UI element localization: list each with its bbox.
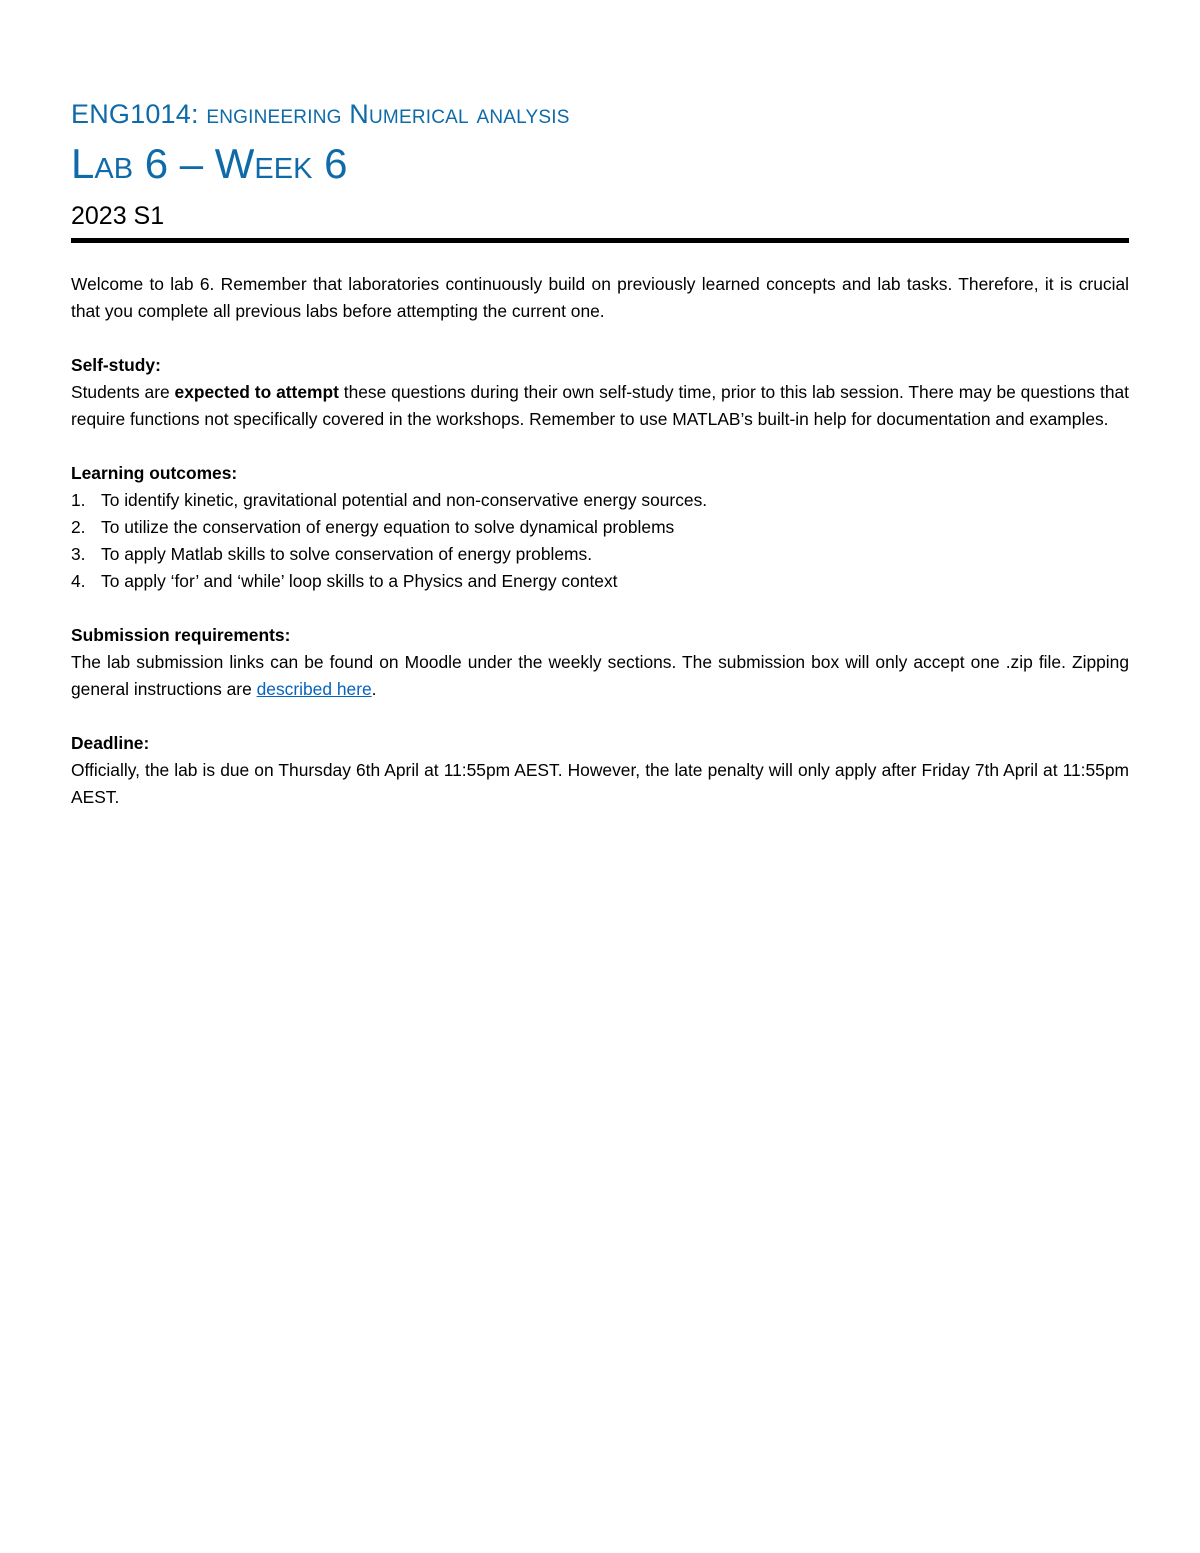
self-study-text (71, 379, 1129, 433)
list-item-text: To utilize the conservation of energy equation to solve dynamical problems (101, 517, 675, 537)
learning-outcomes-list (71, 487, 1129, 595)
document-page (71, 96, 1129, 811)
self-study-text-before: Students are (71, 382, 175, 402)
self-study-text-after: these questions during their own self-study time, prior to this lab session. There may be questions that require functions not specifically covered in the workshops. Remember to use MATLAB’s built-in help for documentation and examples. (71, 382, 1129, 429)
self-study-section (71, 352, 1129, 433)
header-divider (71, 238, 1129, 243)
list-item (71, 514, 1129, 541)
list-item (71, 541, 1129, 568)
learning-outcomes-heading: Learning outcomes: (71, 463, 238, 483)
submission-text-after: . (371, 679, 377, 699)
list-item-text: To identify kinetic, gravitational potential and non-conservative energy sources. (101, 490, 708, 510)
course-title: ENG1014: engineering Numerical analysis (71, 99, 570, 129)
described-here-link[interactable]: described here (256, 679, 372, 699)
list-item-text: To apply Matlab skills to solve conservation of energy problems. (101, 544, 593, 564)
list-item-text: To apply ‘for’ and ‘while’ loop skills to a Physics and Energy context (101, 571, 618, 591)
self-study-heading: Self-study: (71, 355, 161, 375)
intro-paragraph: Welcome to lab 6. Remember that laboratories continuously build on previously learned concepts and lab tasks. Therefore, it is crucial that you complete all previous labs before attempting the current one. (71, 274, 1129, 321)
learning-outcomes-section (71, 460, 1129, 595)
submission-text-before: The lab submission links can be found on Moodle under the weekly sections. The submission box will only accept one .zip file. Zipping general instructions are (71, 652, 1129, 699)
list-item-number: 1. (71, 490, 86, 510)
list-item-number: 2. (71, 517, 86, 537)
list-item (71, 487, 1129, 514)
term-label: 2023 S1 (71, 202, 165, 230)
submission-section (71, 622, 1129, 703)
deadline-heading: Deadline: (71, 733, 150, 753)
list-item-number: 3. (71, 544, 86, 564)
list-item (71, 568, 1129, 595)
list-item-number: 4. (71, 571, 86, 591)
self-study-text-bold: expected to attempt (174, 382, 339, 402)
deadline-section (71, 730, 1129, 811)
submission-text (71, 649, 1129, 703)
deadline-text: Officially, the lab is due on Thursday 6th April at 11:55pm AEST. However, the late penalty will only apply after Friday 7th April at 11:55pm AEST. (71, 760, 1129, 807)
lab-title: Lab 6 – Week 6 (71, 140, 348, 187)
submission-heading: Submission requirements: (71, 625, 291, 645)
